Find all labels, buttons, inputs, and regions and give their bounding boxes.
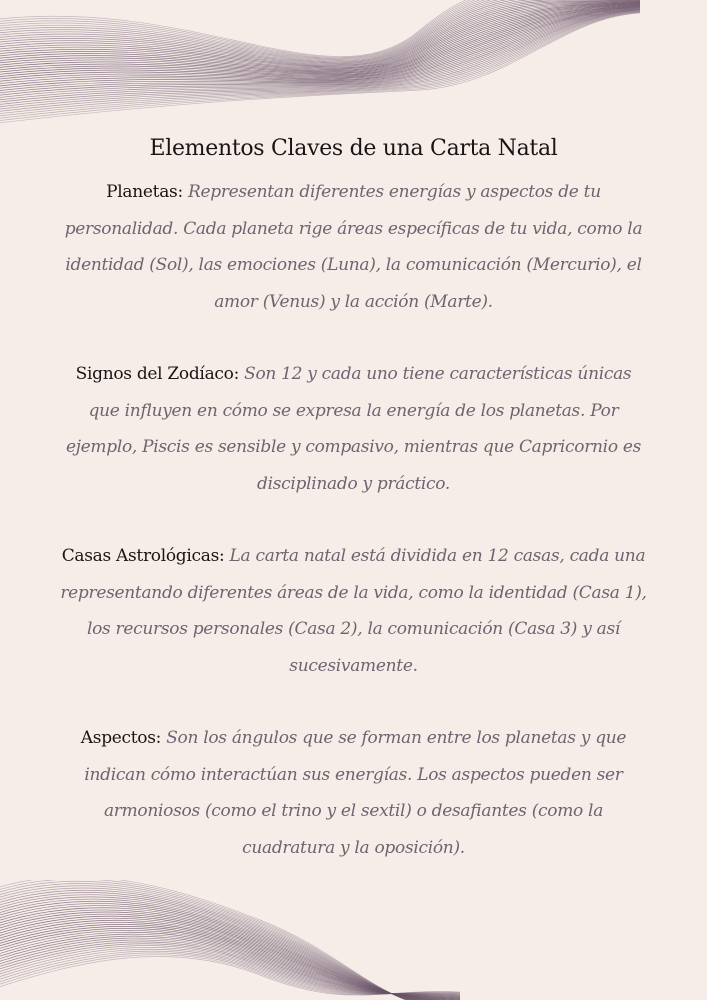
section-separator: :: [219, 546, 230, 566]
wave-line: [0, 3, 640, 74]
wave-line: [0, 1, 640, 70]
wave-line: [0, 10, 640, 106]
wave-line: [0, 0, 640, 62]
wave-line: [0, 2, 640, 71]
section-heading: Planetas: [106, 182, 178, 202]
wave-line: [0, 0, 640, 57]
wave-line: [0, 0, 640, 63]
section-casas: [60, 538, 647, 684]
wave-line: [0, 924, 460, 1000]
wave-line: [0, 9, 640, 103]
wave-line: [0, 1, 640, 69]
wave-line: [0, 0, 640, 58]
wave-line: [0, 922, 460, 1000]
wave-line: [0, 912, 460, 1000]
wave-line: [0, 932, 460, 998]
wave-lines-bottom-decoration: [0, 880, 707, 1000]
wave-line: [0, 0, 640, 67]
wave-line: [0, 930, 460, 999]
wave-line: [0, 883, 460, 1000]
wave-line: [0, 906, 460, 1000]
page-title: Elementos Claves de una Carta Natal: [149, 136, 558, 161]
wave-line: [0, 7, 640, 87]
section-body: Son los ángulos que se forman entre los planetas y que indican cómo interactúan sus energías. Los aspectos pueden ser armoniosos (como el trino y el sextil) o desafiantes (como la cuadratura y la oposición).: [84, 728, 627, 858]
wave-line: [0, 7, 640, 91]
section-aspectos: [60, 720, 647, 866]
wave-line: [0, 940, 460, 997]
wave-line: [0, 956, 460, 995]
wave-line: [0, 897, 460, 1000]
wave-lines-top-decoration: [0, 0, 707, 140]
wave-line: [0, 2, 640, 71]
wave-line: [0, 12, 640, 119]
wave-line: [0, 901, 460, 1000]
wave-line: [0, 8, 640, 94]
wave-line: [0, 0, 640, 61]
wave-line: [0, 926, 460, 1000]
wave-line: [0, 0, 640, 64]
wave-line: [0, 880, 460, 1000]
wave-line: [0, 888, 460, 1000]
wave-line: [0, 4, 640, 76]
section-separator: :: [177, 182, 188, 202]
section-heading: Signos del Zodíaco: [75, 364, 234, 384]
wave-line: [0, 949, 460, 994]
wave-line: [0, 920, 460, 1000]
wave-line: [0, 895, 460, 1000]
wave-line: [0, 916, 460, 1000]
section-separator: :: [155, 728, 167, 748]
wave-line: [0, 938, 460, 997]
wave-line: [0, 0, 640, 67]
wave-line: [0, 928, 460, 999]
section-body: Son 12 y cada uno tiene características únicas que influyen en cómo se expresa la energía de los planetas. Por ejemplo, Piscis es sensible y compasivo, mientras que Capricornio es disciplinado y práctico.: [65, 364, 642, 494]
wave-line: [0, 908, 460, 1000]
wave-line: [0, 0, 640, 65]
wave-line: [0, 0, 640, 59]
wave-line: [0, 914, 460, 1000]
wave-line: [0, 0, 640, 62]
wave-line: [0, 11, 640, 112]
wave-line: [0, 5, 640, 78]
wave-line: [0, 899, 460, 1000]
wave-line: [0, 942, 460, 996]
wave-line: [0, 946, 460, 996]
section-body: La carta natal está dividida en 12 casas, cada una representando diferentes áreas de la vida, como la identidad (Casa 1), los recursos personales (Casa 2), la comunicación (Casa 3) y así sucesivamente.: [60, 546, 647, 676]
section-signos: [60, 356, 647, 502]
wave-line: [0, 892, 460, 1000]
wave-line: [0, 955, 460, 995]
wave-line: [0, 881, 460, 1000]
wave-line: [0, 11, 640, 111]
wave-line: [0, 944, 460, 996]
wave-line: [0, 9, 640, 101]
wave-line: [0, 5, 640, 80]
section-separator: :: [233, 364, 245, 384]
wave-line: [0, 953, 460, 994]
wave-line: [0, 1, 640, 69]
wave-line: [0, 5, 640, 77]
section-heading: Casas Astrológicas: [61, 546, 219, 566]
wave-line: [0, 10, 640, 108]
wave-line: [0, 13, 640, 122]
wave-line: [0, 9, 640, 99]
wave-line: [0, 951, 460, 994]
wave-line: [0, 903, 460, 1000]
wave-line: [0, 8, 640, 96]
wave-line: [0, 11, 640, 114]
wave-line: [0, 934, 460, 998]
wave-line: [0, 886, 460, 1000]
wave-line: [0, 918, 460, 1000]
wave-line: [0, 0, 640, 66]
wave-line: [0, 910, 460, 1000]
wave-line: [0, 3, 640, 73]
wave-line: [0, 947, 460, 994]
wave-line: [0, 3, 640, 73]
section-body: Representan diferentes energías y aspectos de tu personalidad. Cada planeta rige áreas específicas de tu vida, como la identidad (Sol), las emociones (Luna), la comunicación (Mercurio), el amor (Venus) y la acción (Marte).: [64, 182, 643, 312]
wave-line: [0, 7, 640, 89]
wave-line: [0, 6, 640, 83]
wave-line: [0, 880, 460, 1000]
wave-line: [0, 13, 640, 124]
wave-line: [0, 12, 640, 117]
wave-line: [0, 0, 640, 60]
wave-line: [0, 6, 640, 85]
wave-line: [0, 936, 460, 998]
wave-line: [0, 0, 640, 57]
section-heading: Aspectos: [80, 728, 156, 748]
wave-line: [0, 890, 460, 1000]
section-planetas: [60, 174, 647, 320]
wave-line: [0, 4, 640, 75]
